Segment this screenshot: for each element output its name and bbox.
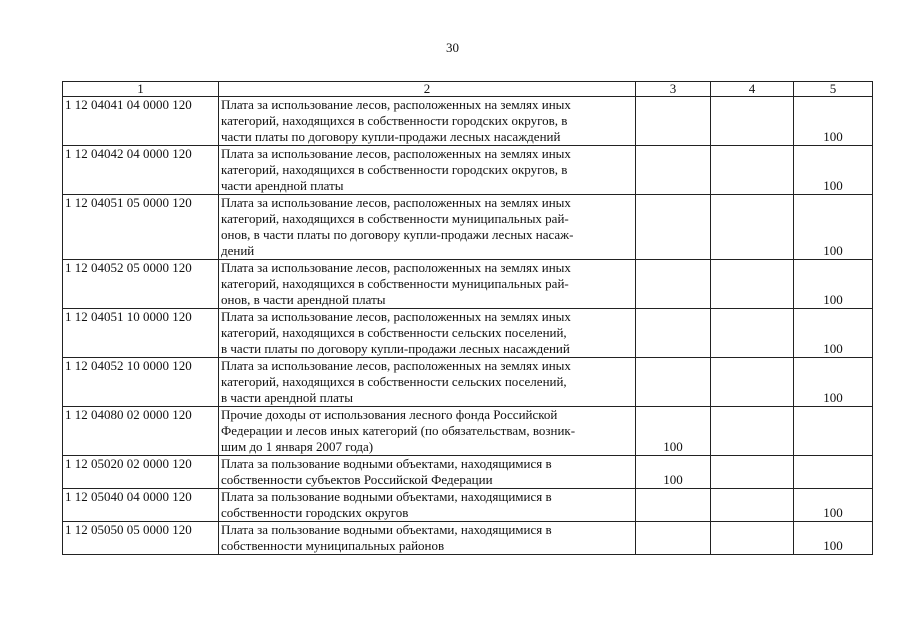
revenue-description (219, 456, 636, 489)
description-line: Плата за использование лесов, расположенных на землях иных (221, 146, 571, 161)
revenue-description (219, 97, 636, 146)
description-line: Федерации и лесов иных категорий (по обязательствам, возник- (221, 423, 576, 438)
classification-code: 1 12 04051 10 0000 120 (63, 309, 219, 358)
table-row (63, 407, 873, 456)
header-col-5: 5 (794, 82, 873, 97)
table-header-row (63, 82, 873, 97)
value-col3 (636, 358, 711, 407)
description-line: категорий, находящихся в собственности сельских поселений, (221, 325, 567, 340)
description-line: Плата за использование лесов, расположенных на землях иных (221, 97, 571, 112)
value-col3: 100 (636, 456, 711, 489)
description-line: Плата за использование лесов, расположенных на землях иных (221, 309, 571, 324)
value-col4 (711, 358, 794, 407)
description-line: части платы по договору купли-продажи лесных насаждений (221, 129, 561, 144)
value-col5: 100 (794, 309, 873, 358)
table-row (63, 97, 873, 146)
description-line: Плата за пользование водными объектами, находящимися в (221, 522, 552, 537)
value-col3 (636, 195, 711, 260)
value-col4 (711, 97, 794, 146)
revenue-description (219, 146, 636, 195)
value-col5: 100 (794, 195, 873, 260)
classification-code: 1 12 05020 02 0000 120 (63, 456, 219, 489)
description-line: Плата за пользование водными объектами, находящимися в (221, 489, 552, 504)
value-col4 (711, 522, 794, 555)
description-line: категорий, находящихся в собственности сельских поселений, (221, 374, 567, 389)
value-col4 (711, 489, 794, 522)
value-col5: 100 (794, 358, 873, 407)
header-col-3: 3 (636, 82, 711, 97)
value-col4 (711, 456, 794, 489)
revenue-description (219, 309, 636, 358)
revenue-description (219, 407, 636, 456)
table-row (63, 522, 873, 555)
header-col-1: 1 (63, 82, 219, 97)
value-col3: 100 (636, 407, 711, 456)
value-col3 (636, 146, 711, 195)
value-col5: 100 (794, 522, 873, 555)
table-row (63, 489, 873, 522)
table-row (63, 195, 873, 260)
description-line: в части платы по договору купли-продажи лесных насаждений (221, 341, 570, 356)
value-col3 (636, 97, 711, 146)
table-body (63, 97, 873, 555)
value-col5: 100 (794, 97, 873, 146)
revenue-description (219, 522, 636, 555)
header-col-4: 4 (711, 82, 794, 97)
revenue-description (219, 489, 636, 522)
description-line: категорий, находящихся в собственности муниципальных рай- (221, 276, 569, 291)
description-line: категорий, находящихся в собственности муниципальных рай- (221, 211, 569, 226)
value-col5: 100 (794, 260, 873, 309)
value-col3 (636, 522, 711, 555)
revenue-description (219, 195, 636, 260)
classification-code: 1 12 05050 05 0000 120 (63, 522, 219, 555)
budget-classification-table (62, 81, 873, 555)
table-row (63, 260, 873, 309)
description-line: категорий, находящихся в собственности городских округов, в (221, 162, 568, 177)
classification-code: 1 12 04042 04 0000 120 (63, 146, 219, 195)
classification-code: 1 12 04080 02 0000 120 (63, 407, 219, 456)
description-line: категорий, находящихся в собственности городских округов, в (221, 113, 568, 128)
value-col4 (711, 407, 794, 456)
value-col5 (794, 407, 873, 456)
description-line: части арендной платы (221, 178, 344, 193)
table-row (63, 456, 873, 489)
table-row (63, 358, 873, 407)
value-col4 (711, 195, 794, 260)
description-line: онов, в части платы по договору купли-продажи лесных насаж- (221, 227, 574, 242)
description-line: Прочие доходы от использования лесного фонда Российской (221, 407, 558, 422)
classification-code: 1 12 04052 05 0000 120 (63, 260, 219, 309)
description-line: в части арендной платы (221, 390, 353, 405)
revenue-description (219, 358, 636, 407)
description-line: собственности субъектов Российской Федерации (221, 472, 493, 487)
classification-code: 1 12 04052 10 0000 120 (63, 358, 219, 407)
value-col3 (636, 309, 711, 358)
page-number: 30 (446, 40, 459, 55)
revenue-description (219, 260, 636, 309)
description-line: дений (221, 243, 255, 258)
description-line: собственности муниципальных районов (221, 538, 445, 553)
value-col4 (711, 309, 794, 358)
description-line: Плата за использование лесов, расположенных на землях иных (221, 260, 571, 275)
classification-code: 1 12 04051 05 0000 120 (63, 195, 219, 260)
description-line: шим до 1 января 2007 года) (221, 439, 374, 454)
description-line: собственности городских округов (221, 505, 409, 520)
value-col4 (711, 146, 794, 195)
value-col3 (636, 260, 711, 309)
description-line: Плата за пользование водными объектами, находящимися в (221, 456, 552, 471)
description-line: онов, в части арендной платы (221, 292, 386, 307)
table-row (63, 309, 873, 358)
value-col3 (636, 489, 711, 522)
value-col4 (711, 260, 794, 309)
classification-code: 1 12 04041 04 0000 120 (63, 97, 219, 146)
value-col5: 100 (794, 146, 873, 195)
value-col5 (794, 456, 873, 489)
description-line: Плата за использование лесов, расположенных на землях иных (221, 358, 571, 373)
table-row (63, 146, 873, 195)
description-line: Плата за использование лесов, расположенных на землях иных (221, 195, 571, 210)
header-col-2: 2 (219, 82, 636, 97)
value-col5: 100 (794, 489, 873, 522)
classification-code: 1 12 05040 04 0000 120 (63, 489, 219, 522)
